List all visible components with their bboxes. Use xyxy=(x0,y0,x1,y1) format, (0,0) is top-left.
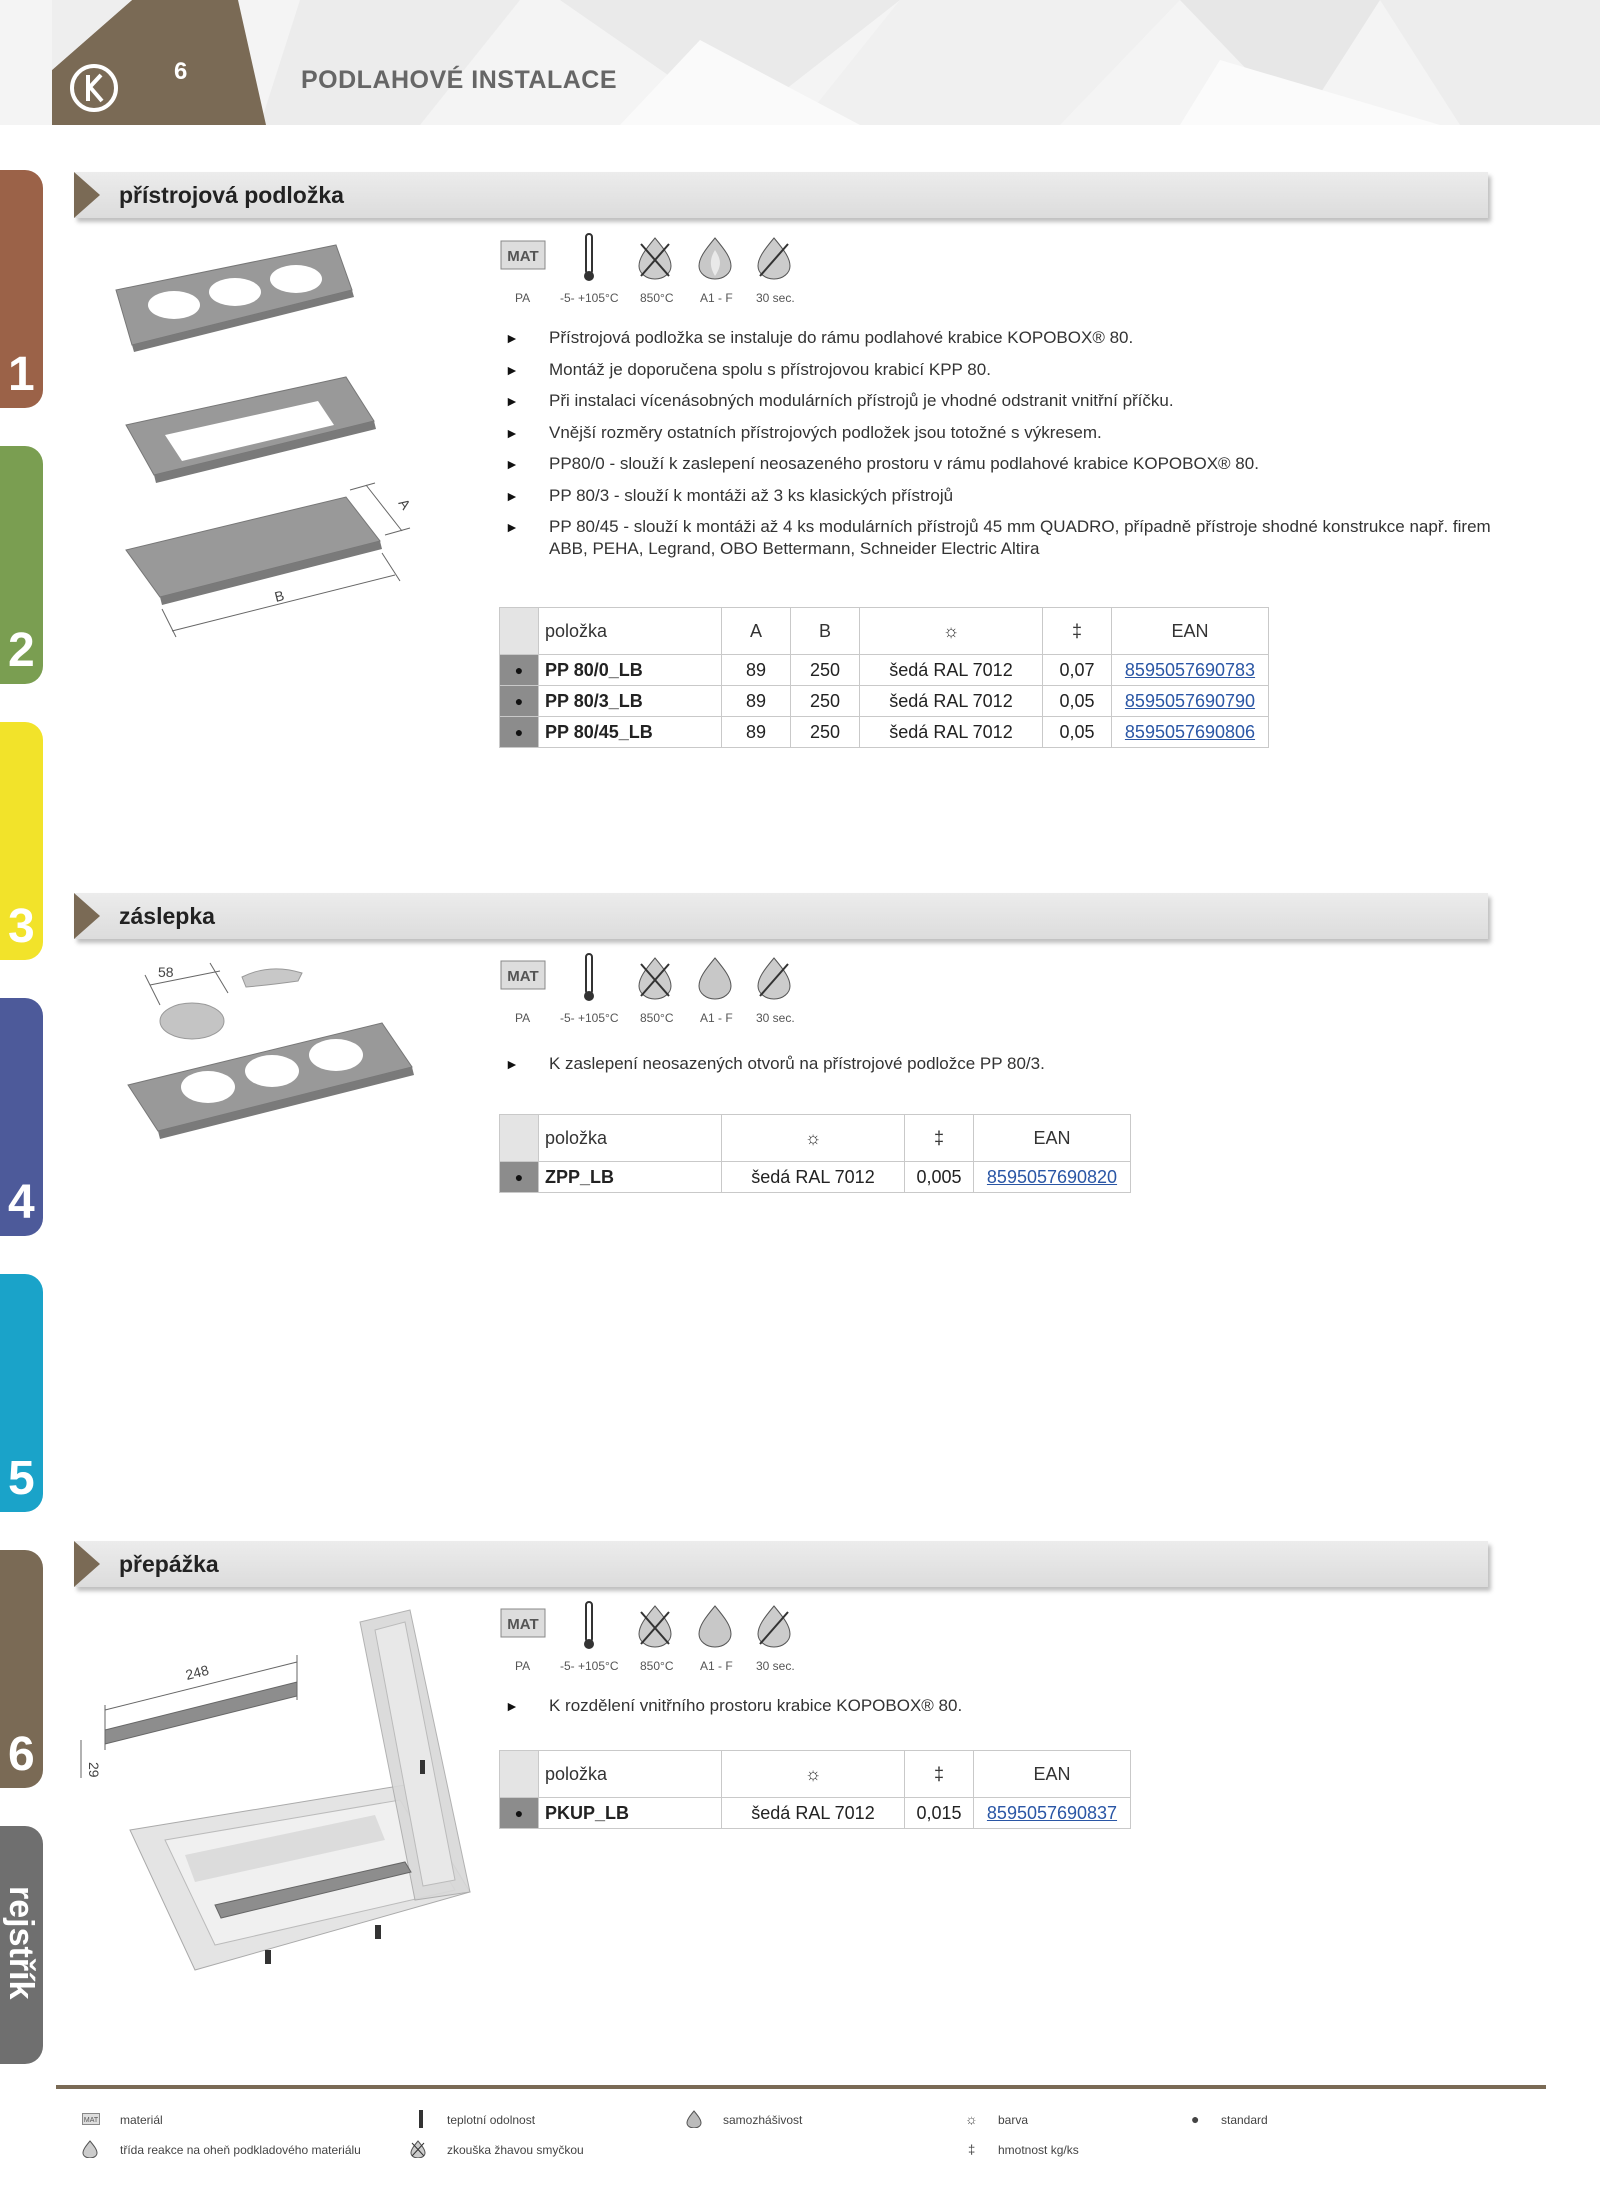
item-code: PP 80/3_LB xyxy=(539,686,722,717)
section-title: přepážka xyxy=(119,1551,219,1577)
color-value: šedá RAL 7012 xyxy=(722,1798,905,1829)
thermometer-legend-icon xyxy=(418,2110,424,2128)
temperature-label: -5- +105°C xyxy=(560,291,619,305)
table-header-cell: položka xyxy=(539,1115,722,1162)
product-drawing-divider xyxy=(75,1600,485,1980)
property-icons xyxy=(500,232,820,312)
weight-value: 0,005 xyxy=(905,1162,974,1193)
self-ext-label: 30 sec. xyxy=(756,291,795,305)
table-row xyxy=(500,717,1269,748)
product-table-zaslepka xyxy=(499,1114,1131,1193)
logo-icon xyxy=(68,62,120,114)
bullet-item: ► K rozdělení vnitřního prostoru krabice KOPOBOX® 80. xyxy=(505,1695,1495,1717)
color-legend-icon: ☼ xyxy=(965,2111,978,2127)
thermometer-icon xyxy=(582,1600,596,1650)
color-value: šedá RAL 7012 xyxy=(860,686,1043,717)
section-bar-prepazka xyxy=(74,1541,1488,1587)
weight-header-icon: ‡ xyxy=(905,1751,974,1798)
bullet-list xyxy=(505,1053,1495,1085)
reaction-to-fire-icon xyxy=(695,956,735,1000)
product-table-prepazka xyxy=(499,1750,1131,1829)
bullet-item: ► PP 80/45 - slouží k montáži až 4 ks modulárních přístrojů 45 mm QUADRO, případně přístroje shodné konstrukce např. firem ABB, PEHA, Legrand, OBO Bettermann, Schneider Electric Altira xyxy=(505,516,1495,560)
self-ext-label: 30 sec. xyxy=(756,1011,795,1025)
glow-wire-label: 850°C xyxy=(640,1011,674,1025)
thermometer-icon xyxy=(582,952,596,1002)
ean-link[interactable]: 8595057690820 xyxy=(974,1162,1131,1193)
color-header-icon: ☼ xyxy=(722,1115,905,1162)
material-icon xyxy=(500,960,546,990)
dim-a: 89 xyxy=(722,686,791,717)
reaction-label: A1 - F xyxy=(700,291,733,305)
section-arrow-icon xyxy=(74,172,100,218)
standard-dot-icon: ● xyxy=(500,1162,539,1193)
table-row xyxy=(500,686,1269,717)
ean-link[interactable]: 8595057690790 xyxy=(1112,686,1269,717)
item-code: PP 80/0_LB xyxy=(539,655,722,686)
legend-weight: hmotnost kg/ks xyxy=(998,2143,1079,2157)
self-extinguishing-icon xyxy=(754,956,794,1000)
svg-text:29: 29 xyxy=(86,1762,102,1778)
legend-standard: standard xyxy=(1221,2113,1268,2127)
reaction-to-fire-icon xyxy=(695,236,735,280)
weight-value: 0,07 xyxy=(1043,655,1112,686)
glow-wire-label: 850°C xyxy=(640,291,674,305)
product-drawing-blank-cap xyxy=(120,955,440,1145)
svg-text:MAT: MAT xyxy=(507,248,539,265)
svg-text:MAT: MAT xyxy=(507,968,539,985)
chapter-tab-2[interactable]: 2 xyxy=(0,446,43,684)
legend-color: barva xyxy=(998,2113,1029,2127)
standard-dot-icon: ● xyxy=(500,717,539,748)
material-label: PA xyxy=(515,1659,531,1673)
material-legend-icon xyxy=(82,2113,100,2125)
bullet-item: ► Při instalaci vícenásobných modulárních přístrojů je vhodné odstranit vnitřní příčku. xyxy=(505,390,1495,412)
standard-dot-icon: ● xyxy=(500,1798,539,1829)
table-row xyxy=(500,655,1269,686)
bullet-item: ► Přístrojová podložka se instaluje do rámu podlahové krabice KOPOBOX® 80. xyxy=(505,327,1495,349)
bullet-item: ► PP 80/3 - slouží k montáži až 3 ks klasických přístrojů xyxy=(505,485,1495,507)
color-value: šedá RAL 7012 xyxy=(722,1162,905,1193)
property-icons xyxy=(500,952,820,1032)
glow-wire-legend-icon xyxy=(410,2140,426,2158)
table-header-cell: B xyxy=(791,608,860,655)
bullet-item: ► K zaslepení neosazených otvorů na přístrojové podložce PP 80/3. xyxy=(505,1053,1495,1075)
standard-legend-icon: ● xyxy=(1191,2111,1200,2127)
weight-header-icon: ‡ xyxy=(1043,608,1112,655)
svg-text:58: 58 xyxy=(158,964,174,980)
bullet-list xyxy=(505,1695,1495,1727)
thermometer-icon xyxy=(582,232,596,282)
legend-self-ext: samozhášivost xyxy=(723,2113,803,2127)
footer-divider xyxy=(56,2085,1546,2089)
section-arrow-icon xyxy=(74,893,100,939)
dim-b: 250 xyxy=(791,717,860,748)
legend-temperature: teplotní odolnost xyxy=(447,2113,536,2127)
bullet-item: ► PP80/0 - slouží k zaslepení neosazeného prostoru v rámu podlahové krabice KOPOBOX® 80. xyxy=(505,453,1495,475)
table-header-cell: EAN xyxy=(974,1751,1131,1798)
product-table-podlozka xyxy=(499,607,1269,748)
table-header-cell: A xyxy=(722,608,791,655)
ean-link[interactable]: 8595057690783 xyxy=(1112,655,1269,686)
standard-dot-icon: ● xyxy=(500,686,539,717)
color-header-icon: ☼ xyxy=(722,1751,905,1798)
legend-material: materiál xyxy=(120,2113,163,2127)
ean-link[interactable]: 8595057690837 xyxy=(974,1798,1131,1829)
chapter-tab-3[interactable]: 3 xyxy=(0,722,43,960)
item-code: PP 80/45_LB xyxy=(539,717,722,748)
glow-wire-icon xyxy=(635,956,675,1000)
reaction-legend-icon xyxy=(82,2140,98,2158)
weight-value: 0,05 xyxy=(1043,717,1112,748)
table-header-cell xyxy=(500,1751,539,1798)
legend-glow-wire: zkouška žhavou smyčkou xyxy=(447,2143,584,2157)
legend-reaction: třída reakce na oheň podkladového materiálu xyxy=(120,2143,361,2157)
self-ext-label: 30 sec. xyxy=(756,1659,795,1673)
weight-legend-icon: ‡ xyxy=(968,2142,976,2157)
weight-value: 0,05 xyxy=(1043,686,1112,717)
chapter-tab-5[interactable]: 5 xyxy=(0,1274,43,1512)
table-row xyxy=(500,1798,1131,1829)
reaction-label: A1 - F xyxy=(700,1011,733,1025)
svg-text:248: 248 xyxy=(183,1661,211,1683)
material-icon xyxy=(500,240,546,270)
self-extinguishing-icon xyxy=(754,236,794,280)
reaction-label: A1 - F xyxy=(700,1659,733,1673)
table-header-cell: EAN xyxy=(1112,608,1269,655)
ean-link[interactable]: 8595057690806 xyxy=(1112,717,1269,748)
temperature-label: -5- +105°C xyxy=(560,1659,619,1673)
self-ext-legend-icon xyxy=(686,2110,702,2128)
table-header-cell: položka xyxy=(539,1751,722,1798)
section-bar-zaslepka xyxy=(74,893,1488,939)
svg-text:B: B xyxy=(272,587,286,605)
self-extinguishing-icon xyxy=(754,1604,794,1648)
chapter-tab-1[interactable]: 1 xyxy=(0,170,43,408)
dim-b: 250 xyxy=(791,686,860,717)
weight-value: 0,015 xyxy=(905,1798,974,1829)
material-icon xyxy=(500,1608,546,1638)
material-label: PA xyxy=(515,291,531,305)
temperature-label: -5- +105°C xyxy=(560,1011,619,1025)
chapter-tab-4[interactable]: 4 xyxy=(0,998,43,1236)
dim-a: 89 xyxy=(722,655,791,686)
section-title: záslepka xyxy=(119,903,215,929)
glow-wire-icon xyxy=(635,236,675,280)
section-arrow-icon xyxy=(74,1541,100,1587)
chapter-tab-6[interactable]: 6 xyxy=(0,1550,43,1788)
svg-text:MAT: MAT xyxy=(83,2117,99,2124)
table-header-cell xyxy=(500,608,539,655)
dim-a: 89 xyxy=(722,717,791,748)
section-bar-pristrojova-podlozka xyxy=(74,172,1488,218)
section-title: přístrojová podložka xyxy=(119,182,344,208)
color-header-icon: ☼ xyxy=(860,608,1043,655)
item-code: PKUP_LB xyxy=(539,1798,722,1829)
item-code: ZPP_LB xyxy=(539,1162,722,1193)
svg-text:A: A xyxy=(395,495,415,513)
product-drawing-plates xyxy=(110,235,440,655)
chapter-title: PODLAHOVÉ INSTALACE xyxy=(301,66,617,94)
bullet-list xyxy=(505,327,1495,570)
dim-b: 250 xyxy=(791,655,860,686)
page-number: 6 xyxy=(174,58,188,85)
table-header-cell xyxy=(500,1115,539,1162)
table-header-cell: EAN xyxy=(974,1115,1131,1162)
material-label: PA xyxy=(515,1011,531,1025)
table-header-cell: položka xyxy=(539,608,722,655)
color-value: šedá RAL 7012 xyxy=(860,717,1043,748)
table-row xyxy=(500,1162,1131,1193)
chapter-tab-index[interactable]: rejstřík xyxy=(0,1826,43,2064)
reaction-to-fire-icon xyxy=(695,1604,735,1648)
weight-header-icon: ‡ xyxy=(905,1115,974,1162)
glow-wire-label: 850°C xyxy=(640,1659,674,1673)
glow-wire-icon xyxy=(635,1604,675,1648)
header-background xyxy=(0,0,1600,130)
bullet-item: ► Vnější rozměry ostatních přístrojových podložek jsou totožné s výkresem. xyxy=(505,422,1495,444)
property-icons xyxy=(500,1600,820,1680)
standard-dot-icon: ● xyxy=(500,655,539,686)
color-value: šedá RAL 7012 xyxy=(860,655,1043,686)
bullet-item: ► Montáž je doporučena spolu s přístrojovou krabicí KPP 80. xyxy=(505,359,1495,381)
svg-text:MAT: MAT xyxy=(507,1616,539,1633)
